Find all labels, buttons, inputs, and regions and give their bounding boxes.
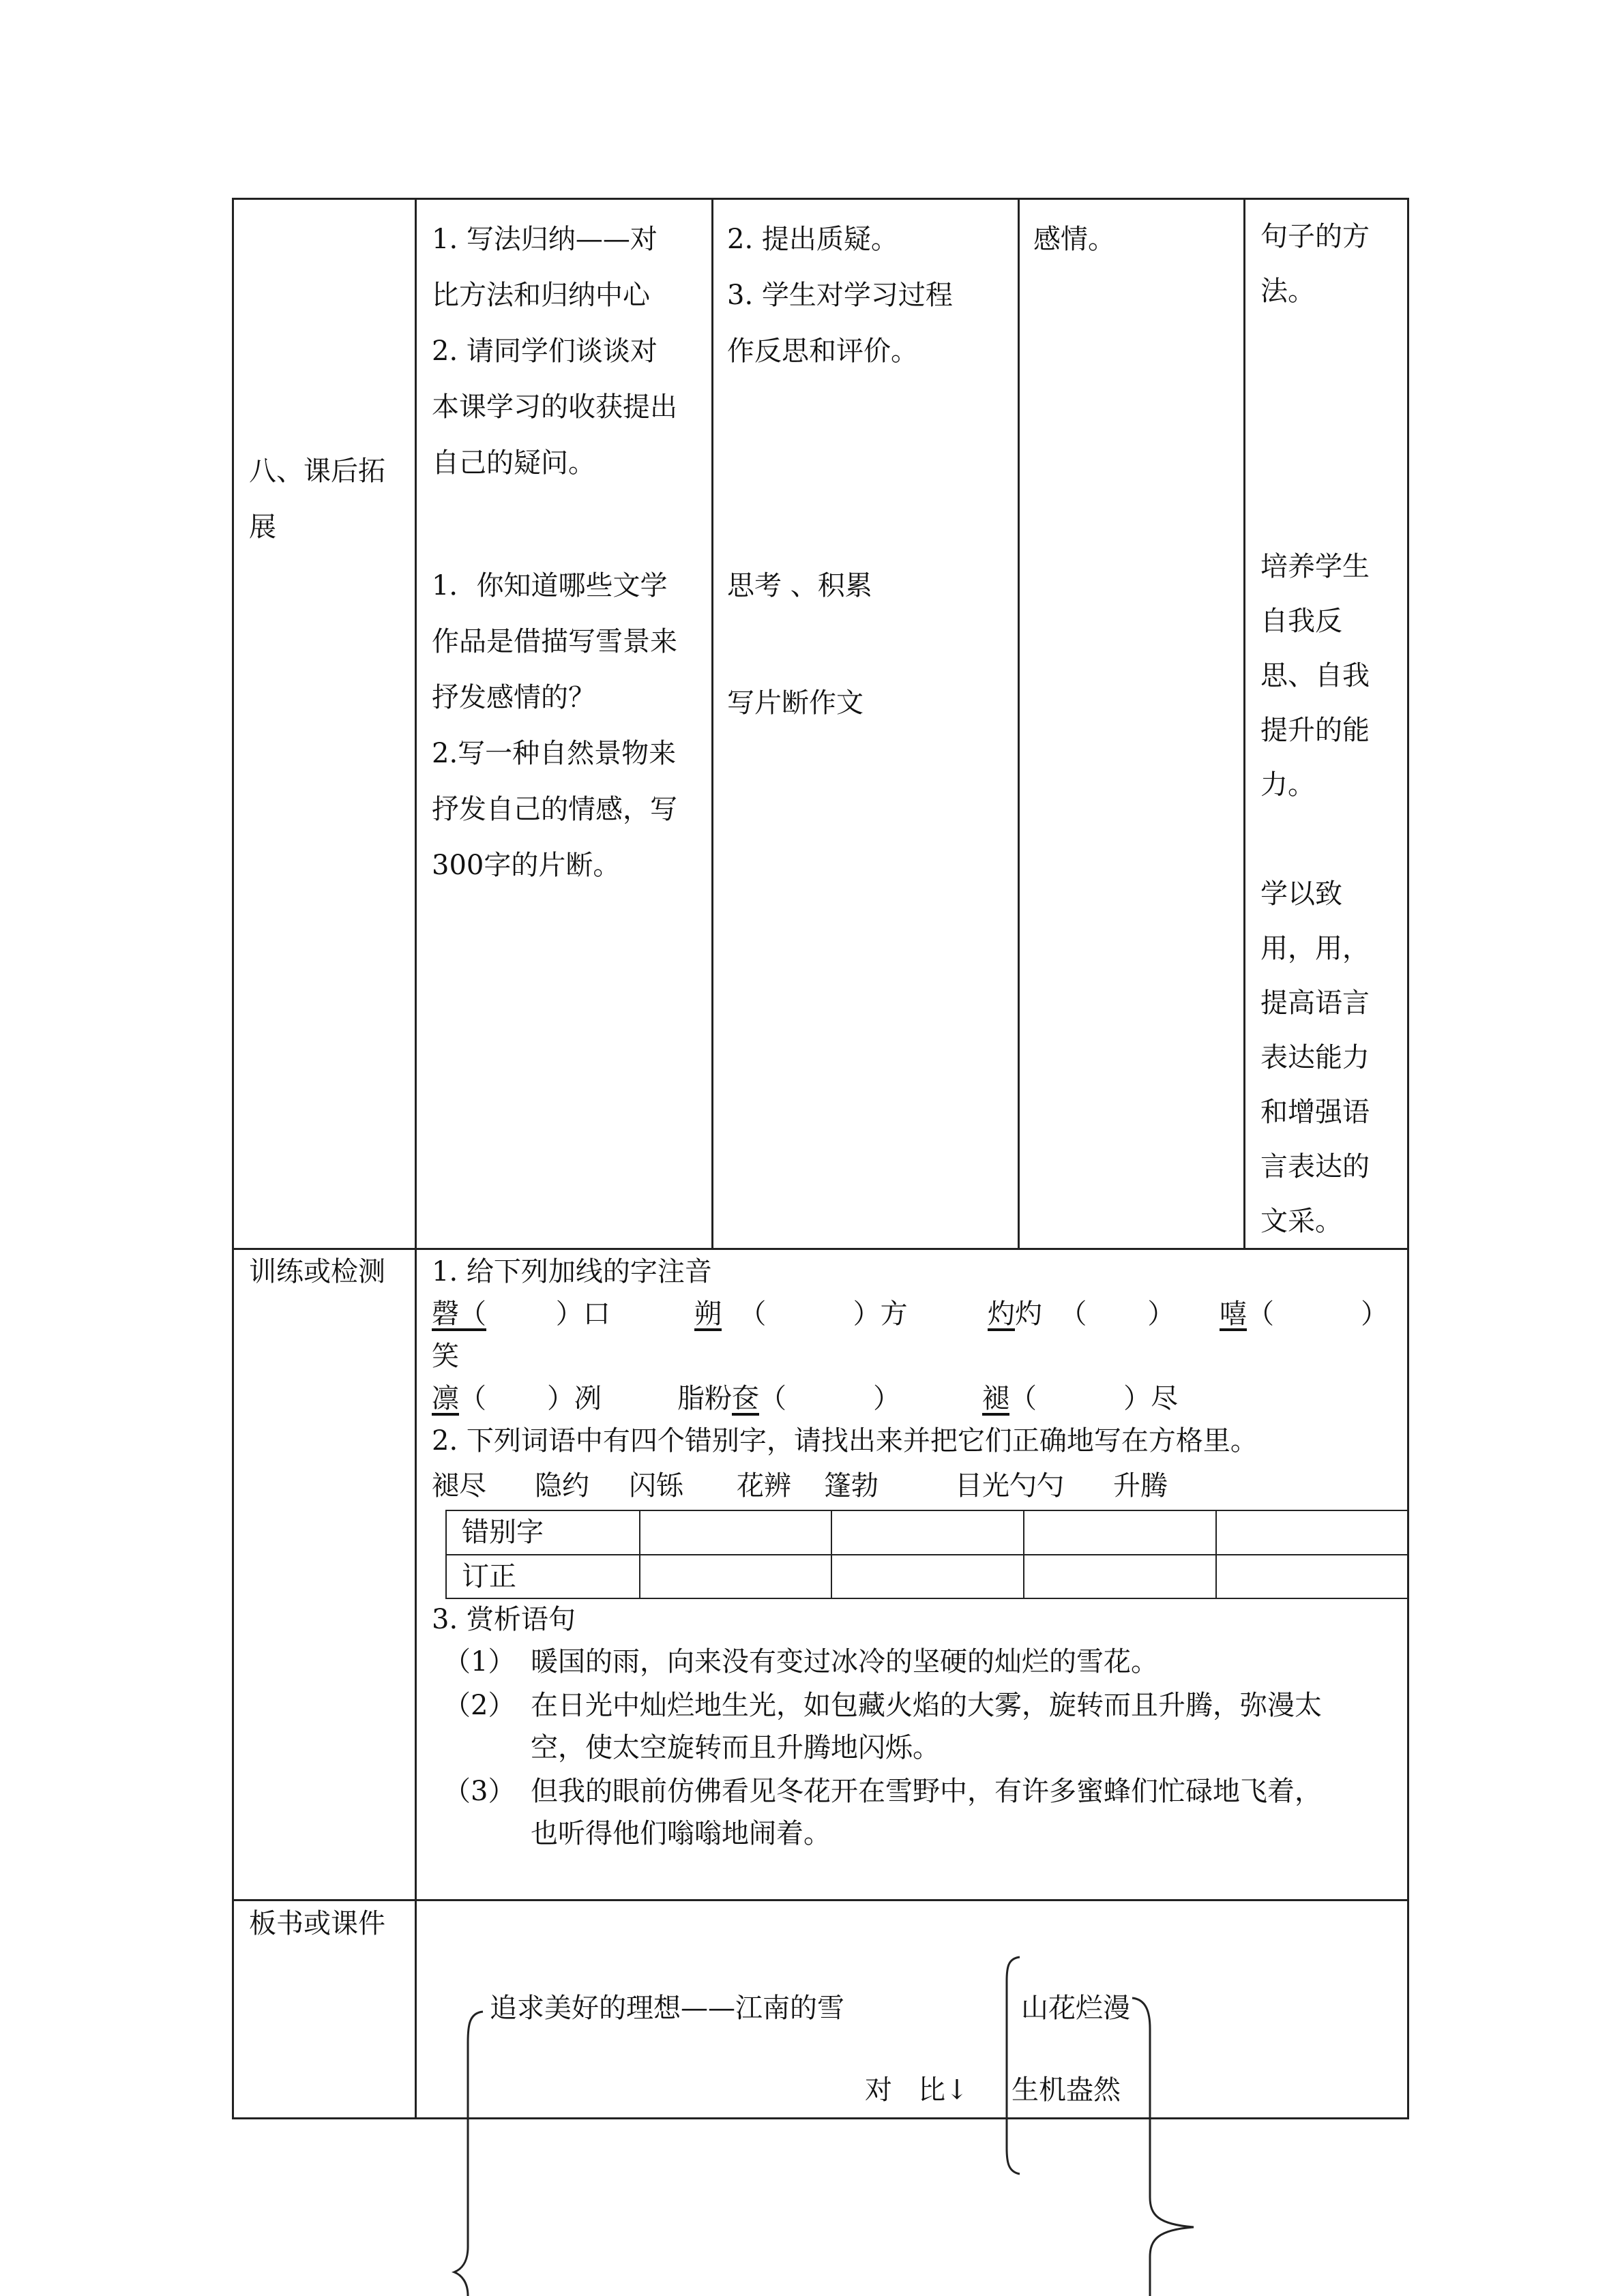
q2-word: 褪尽 [432,1470,486,1502]
q2-text: 2. 下列词语中有四个错别字，请找出来并把它们正确地写在方格里。 [432,1425,1258,1457]
q3-num: （3） [443,1776,516,1807]
board-compare: 对 比↓ [865,2074,969,2106]
text-line: 思考 、积累 [727,570,872,601]
text-line: 文采。 [1260,1206,1342,1237]
text-line: 法。 [1260,275,1315,307]
pinyin-item: 脂粉奁（ ） [677,1383,901,1414]
pinyin-item: 嘻（ ） [1220,1298,1389,1330]
board-label: 板书或课件 [249,1908,385,1939]
text-line: 2. 提出质疑。 [727,224,898,255]
text-line: 培养学生 [1260,551,1370,582]
text-line: 和增强语 [1260,1097,1370,1128]
row8-label-line: 八、课后拓 [249,456,385,487]
q2-word: 闪铄 [629,1470,683,1502]
table-cell-label: 错别字 [462,1517,544,1548]
text-line: 提高语言 [1260,987,1370,1019]
q3-line: 在日光中灿烂地生光，如包藏火焰的大雾，旋转而且升腾，弥漫太 [531,1690,1322,1721]
text-line: 2. 请同学们谈谈对 [432,336,658,367]
text-line: 力。 [1260,769,1315,801]
text-line: 言表达的 [1260,1151,1370,1182]
text-line: 用，用， [1260,933,1370,964]
q2-word: 隐约 [535,1470,589,1502]
text-line: 3. 学生对学习过程 [727,280,953,311]
text-line: 2.写一种自然景物来 [432,738,677,769]
wrap-text: 笑 [432,1341,459,1372]
q2-word: 篷勃 [824,1470,879,1502]
q1-text: 1. 给下列加线的字注音 [432,1256,712,1287]
text-line: 学以致 [1260,878,1342,910]
text-line: 提升的能 [1260,715,1370,746]
text-line: 抒发感情的？ [432,682,595,713]
q3-line: 也听得他们嗡嗡地闹着。 [531,1818,831,1849]
q2-word: 目光勺勺 [955,1470,1064,1502]
text-line: 抒发自己的情感，写 [432,794,677,825]
table-cell-label: 订正 [462,1561,516,1592]
q3-num: （2） [443,1690,516,1721]
text-line: 写片断作文 [727,687,863,719]
text-line: 1. 写法归纳——对 [432,224,658,255]
text-line: 本课学习的收获提出 [432,391,677,423]
q3-line: 但我的眼前仿佛看见冬花开在雪野中，有许多蜜蜂们忙碌地飞着， [531,1776,1322,1807]
row8-label-line: 展 [249,511,276,543]
pinyin-item: 磬（ ）口 [432,1298,610,1330]
pinyin-item: 褪（ ）尽 [982,1383,1179,1414]
text-line: 自己的疑问。 [432,447,595,479]
text-line: 作反思和评价。 [727,336,918,367]
q2-word: 升腾 [1113,1470,1168,1502]
text-line: 1．你知道哪些文学 [432,570,668,601]
q2-word: 花辨 [737,1470,791,1502]
pinyin-item: 灼灼 （ ） [988,1298,1175,1330]
training-label: 训练或检测 [249,1256,385,1287]
text-line: 300字的片断。 [432,850,621,881]
text-line: 作品是借描写雪景来 [432,626,677,657]
text-line: 感情。 [1033,224,1115,255]
inner-brace-icon [1007,1957,1020,2174]
right-brace-icon [1132,1998,1194,2296]
q3-line: 暖国的雨，向来没有变过冰冷的坚硬的灿烂的雪花。 [531,1646,1158,1678]
board-item: 生机盎然 [1012,2074,1121,2106]
text-line: 句子的方 [1260,221,1370,252]
q3-text: 3. 赏析语句 [432,1604,576,1635]
left-brace-icon [454,2012,483,2296]
pinyin-item: 朔 （ ）方 [694,1298,908,1330]
text-line: 思、自我 [1260,660,1370,691]
q3-num: （1） [443,1646,516,1678]
pinyin-item: 凛（ ）冽 [432,1383,602,1414]
board-title: 追求美好的理想——江南的雪 [490,1993,844,2024]
text-line: 自我反 [1260,606,1342,637]
board-item: 山花烂漫 [1021,1993,1130,2024]
text-line: 比方法和归纳中心 [432,280,650,311]
text-line: 表达能力 [1260,1042,1370,1073]
q3-line: 空，使太空旋转而且升腾地闪烁。 [531,1732,940,1763]
